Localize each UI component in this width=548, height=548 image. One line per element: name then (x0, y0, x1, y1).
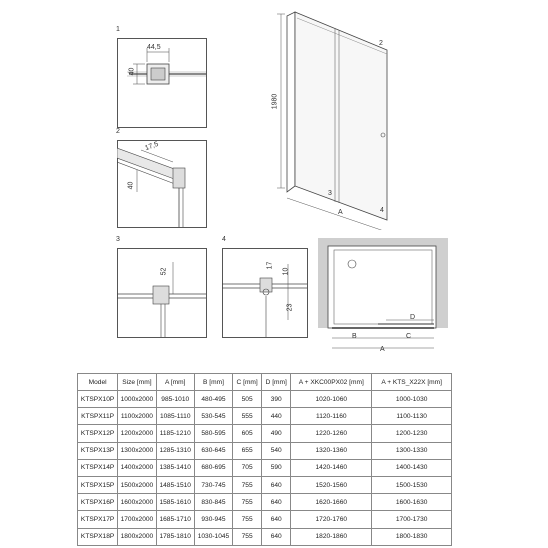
table-cell: 540 (262, 442, 291, 459)
table-cell: 1785-1810 (156, 528, 194, 545)
table-cell: 655 (233, 442, 262, 459)
detail-2-dim-width: 17,5 (144, 140, 160, 153)
plan-label-c: C (406, 333, 412, 340)
table-row (78, 442, 452, 459)
table-cell: 440 (262, 408, 291, 425)
table-cell: 755 (233, 528, 262, 545)
table-cell: 1220-1260 (291, 425, 372, 442)
table-cell: 580-595 (194, 425, 232, 442)
table-cell: 1500x2000 (118, 476, 156, 493)
header-b: B [mm] (194, 374, 232, 391)
table-cell: 1300x2000 (118, 442, 156, 459)
table-cell: KTSPX18P (78, 528, 118, 545)
table-cell: 830-845 (194, 494, 232, 511)
detail-3-number: 3 (116, 236, 120, 243)
table-cell: 555 (233, 408, 262, 425)
detail-4-dim-a: 17 (266, 261, 274, 270)
door-elevation-drawing (265, 10, 405, 230)
detail-3-drawing (117, 248, 207, 338)
table-cell: KTSPX10P (78, 391, 118, 408)
table-cell: 1600-1630 (372, 494, 452, 511)
door-width-label: A (338, 209, 343, 216)
table-row (78, 511, 452, 528)
table-cell: 605 (233, 425, 262, 442)
table-cell: 490 (262, 425, 291, 442)
table-cell: 1800x2000 (118, 528, 156, 545)
table-cell: 640 (262, 528, 291, 545)
table-cell: 1585-1610 (156, 494, 194, 511)
table-header-row (78, 374, 452, 391)
table-cell: 1400-1430 (372, 459, 452, 476)
table-cell: 1385-1410 (156, 459, 194, 476)
table-cell: KTSPX12P (78, 425, 118, 442)
table-cell: 1685-1710 (156, 511, 194, 528)
table-cell: 1000x2000 (118, 391, 156, 408)
table-cell: 680-695 (194, 459, 232, 476)
table-cell: KTSPX17P (78, 511, 118, 528)
table-cell: KTSPX14P (78, 459, 118, 476)
table-cell: 1320-1360 (291, 442, 372, 459)
table-cell: 1420-1460 (291, 459, 372, 476)
table-cell: 1700-1730 (372, 511, 452, 528)
table-cell: 1285-1310 (156, 442, 194, 459)
table-cell: 705 (233, 459, 262, 476)
table-cell: KTSPX11P (78, 408, 118, 425)
header-d: D [mm] (262, 374, 291, 391)
header-size: Size [mm] (118, 374, 156, 391)
table-cell: 1185-1210 (156, 425, 194, 442)
table-cell: 985-1010 (156, 391, 194, 408)
detail-1-number: 1 (116, 26, 120, 33)
table-cell: 1100x2000 (118, 408, 156, 425)
table-row (78, 528, 452, 545)
detail-4-dim-c: 23 (286, 303, 294, 312)
table-cell: 1700x2000 (118, 511, 156, 528)
table-cell: 590 (262, 459, 291, 476)
detail-2-number: 2 (116, 128, 120, 135)
table-cell: 1100-1130 (372, 408, 452, 425)
header-c: C [mm] (233, 374, 262, 391)
table-row (78, 459, 452, 476)
table-cell: 755 (233, 476, 262, 493)
table-cell: 1030-1045 (194, 528, 232, 545)
plan-label-a: A (380, 346, 385, 353)
header-model: Model (78, 374, 118, 391)
table-cell: 1600x2000 (118, 494, 156, 511)
door-height-label: 1980 (271, 93, 279, 110)
header-a: A [mm] (156, 374, 194, 391)
table-cell: 755 (233, 511, 262, 528)
door-callout-2: 2 (379, 40, 383, 47)
table-cell: 505 (233, 391, 262, 408)
table-cell: 640 (262, 476, 291, 493)
plan-view-drawing (318, 238, 448, 358)
table-cell: 530-545 (194, 408, 232, 425)
table-cell: 730-745 (194, 476, 232, 493)
detail-2-dim-height: 40 (127, 181, 135, 190)
table-cell: 1200-1230 (372, 425, 452, 442)
table-cell: 1300-1330 (372, 442, 452, 459)
spec-table (77, 373, 452, 546)
table-cell: 1200x2000 (118, 425, 156, 442)
table-cell: 1620-1660 (291, 494, 372, 511)
table-cell: 630-645 (194, 442, 232, 459)
detail-1-drawing (117, 38, 207, 128)
table-cell: 1720-1760 (291, 511, 372, 528)
table-cell: 1820-1860 (291, 528, 372, 545)
detail-4-dim-b: 10 (282, 267, 290, 276)
table-cell: 1485-1510 (156, 476, 194, 493)
detail-4-drawing (222, 248, 308, 338)
table-cell: 1500-1530 (372, 476, 452, 493)
table-cell: 755 (233, 494, 262, 511)
table-cell: 1000-1030 (372, 391, 452, 408)
plan-label-d: D (410, 314, 416, 321)
table-cell: 1120-1160 (291, 408, 372, 425)
table-cell: 1800-1830 (372, 528, 452, 545)
table-cell: 390 (262, 391, 291, 408)
table-cell: 1085-1110 (156, 408, 194, 425)
table-cell: 640 (262, 494, 291, 511)
table-row (78, 476, 452, 493)
table-cell: 640 (262, 511, 291, 528)
door-callout-4: 4 (380, 207, 384, 214)
detail-1-dim-width: 44,5 (147, 44, 161, 51)
table-cell: KTSPX15P (78, 476, 118, 493)
table-cell: 930-945 (194, 511, 232, 528)
table-cell: KTSPX16P (78, 494, 118, 511)
door-callout-3: 3 (328, 190, 332, 197)
header-a-kts: A + KTS_X22X [mm] (372, 374, 452, 391)
detail-1-dim-height: 40 (128, 67, 136, 76)
table-row (78, 425, 452, 442)
detail-4-number: 4 (222, 236, 226, 243)
table-row (78, 391, 452, 408)
table-cell: 1400x2000 (118, 459, 156, 476)
header-a-xkc: A + XKC00PX02 [mm] (291, 374, 372, 391)
table-row (78, 408, 452, 425)
table-cell: KTSPX13P (78, 442, 118, 459)
plan-label-b: B (352, 333, 357, 340)
detail-3-dim: 52 (160, 267, 168, 276)
table-cell: 480-495 (194, 391, 232, 408)
table-cell: 1520-1560 (291, 476, 372, 493)
table-cell: 1020-1060 (291, 391, 372, 408)
table-row (78, 494, 452, 511)
